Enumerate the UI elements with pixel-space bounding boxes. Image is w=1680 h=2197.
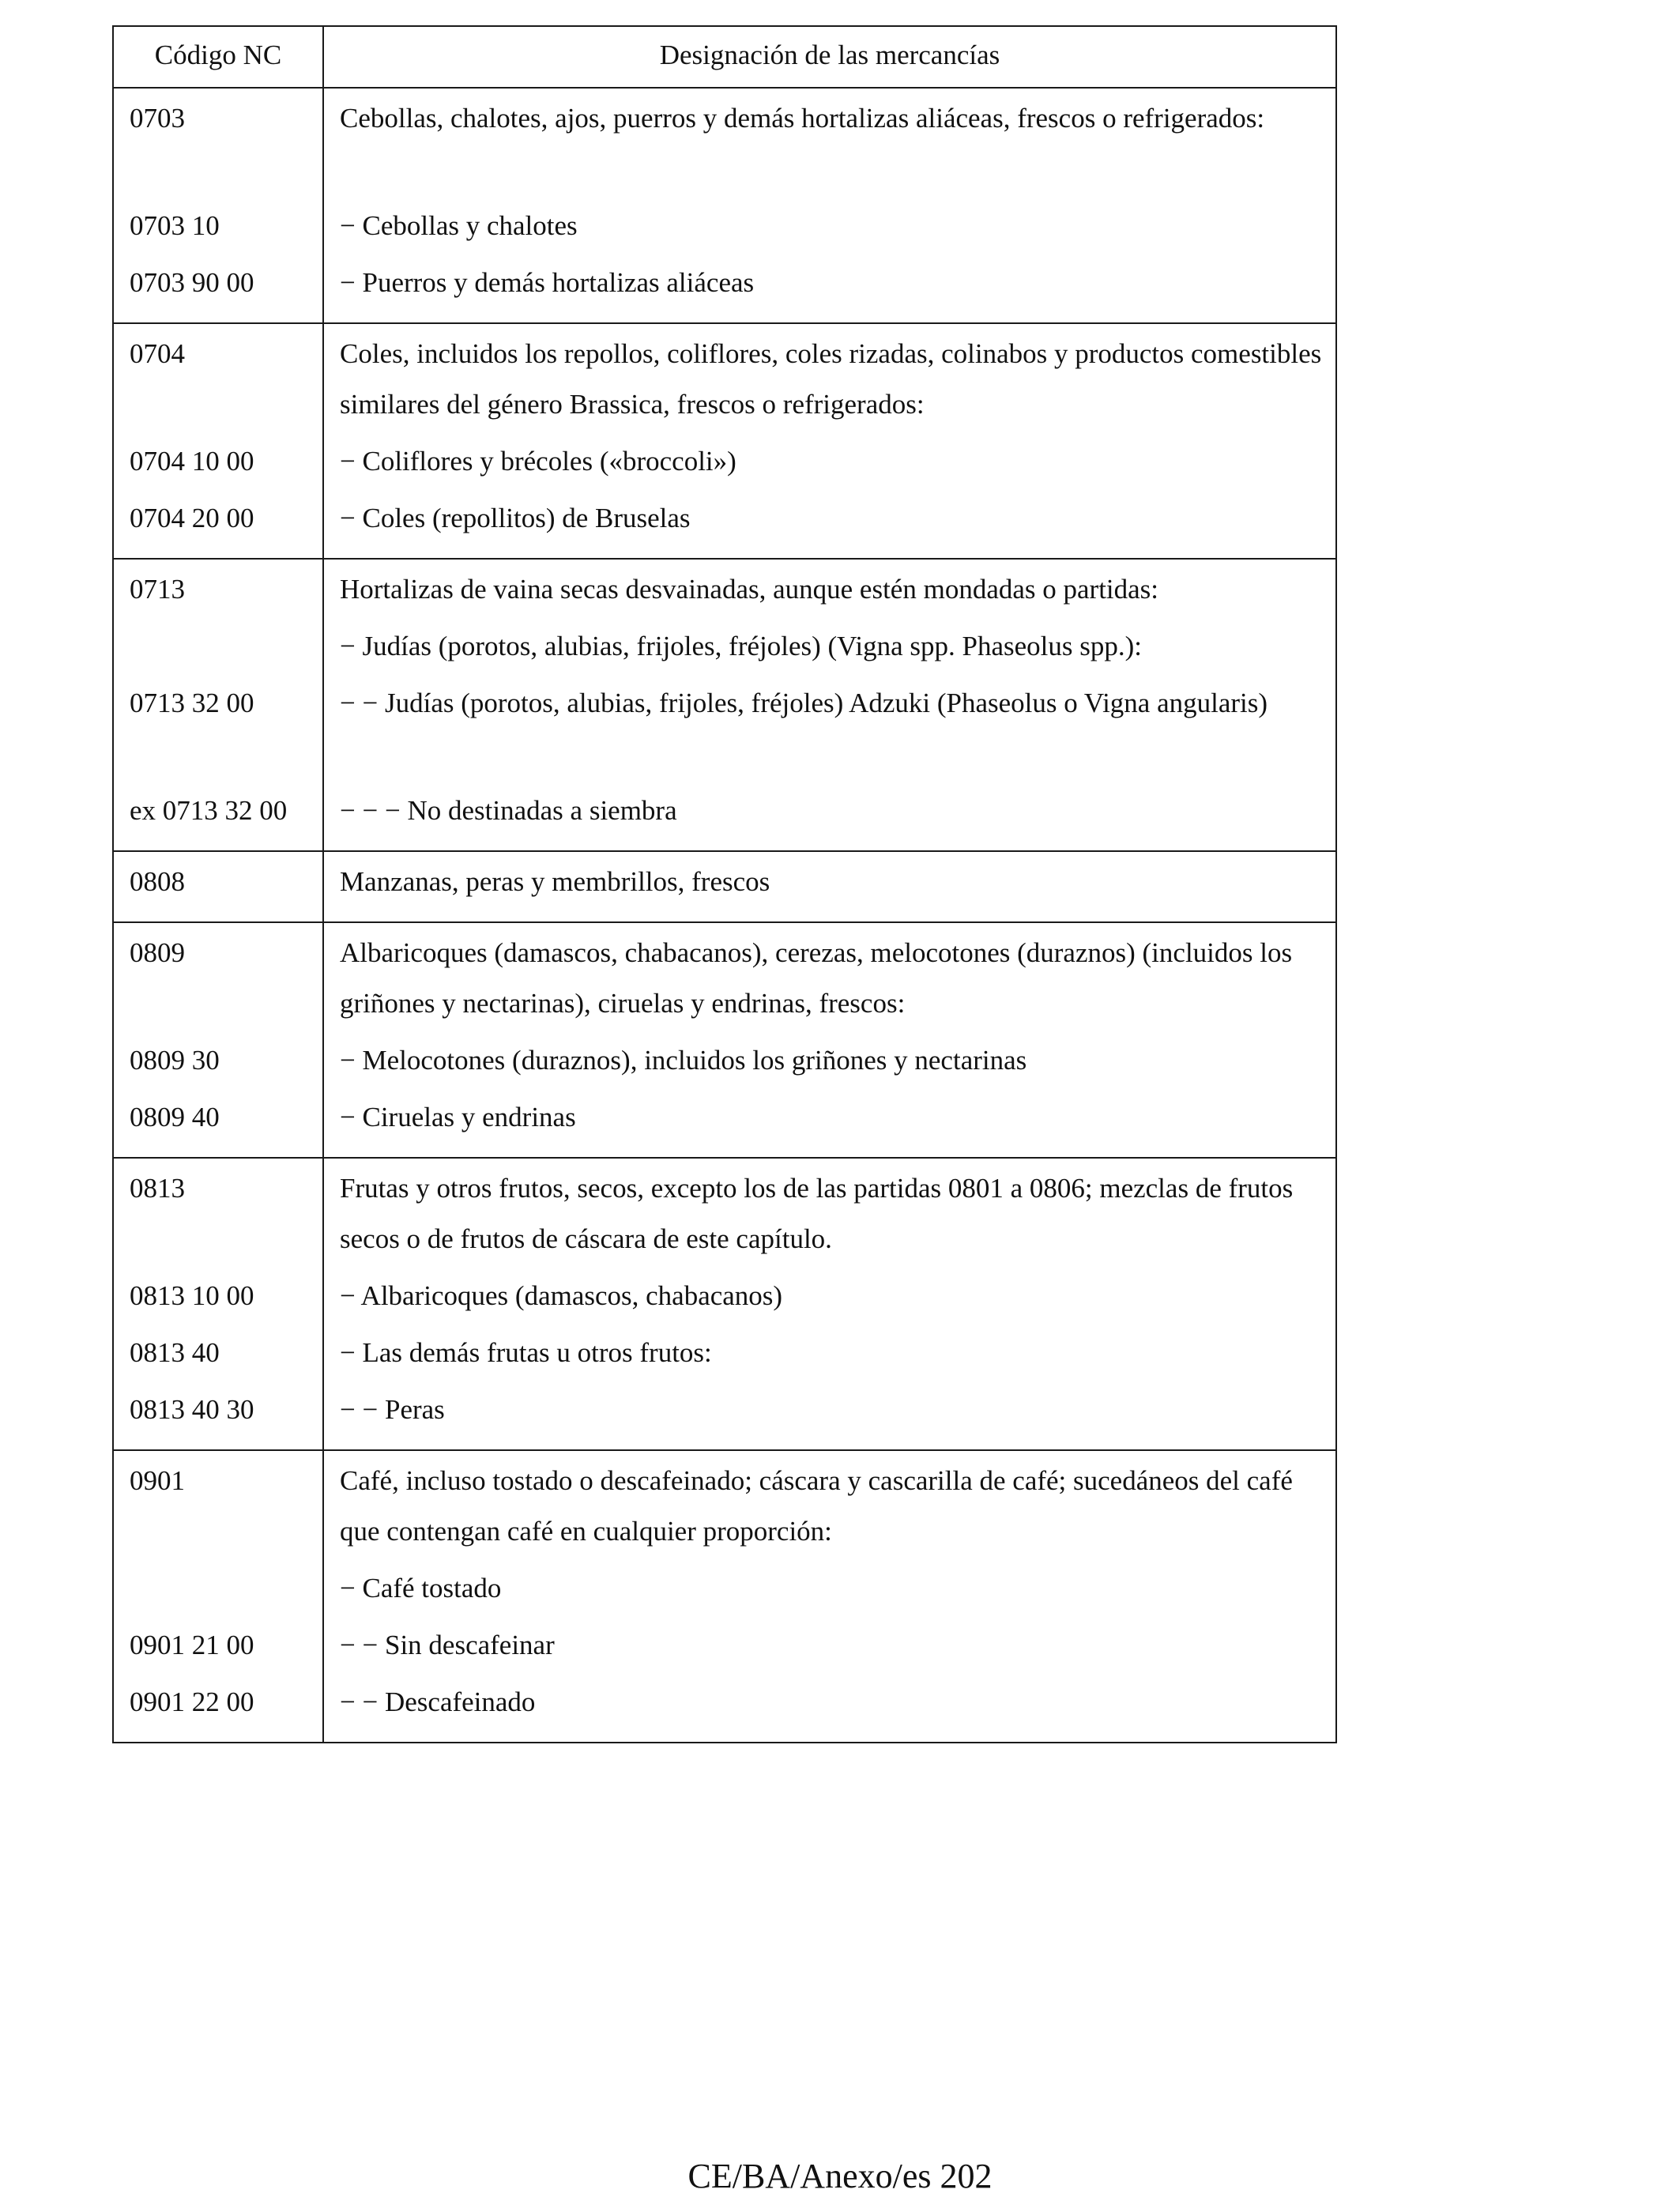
goods-description: − Melocotones (duraznos), incluidos los griñones y nectarinas: [340, 1045, 1027, 1076]
cn-code: 0813 40 30: [130, 1394, 254, 1425]
goods-description: − Albaricoques (damascos, chabacanos): [340, 1280, 783, 1311]
cn-code: 0901: [130, 1465, 185, 1496]
description-cell: [323, 922, 1336, 1158]
code-cell: [113, 323, 323, 559]
code-cell: [113, 1450, 323, 1743]
cn-code: 0704 10 00: [130, 446, 254, 477]
cn-code: 0703 90 00: [130, 267, 254, 298]
goods-description: − Puerros y demás hortalizas aliáceas: [340, 267, 755, 298]
cn-code: 0704: [130, 338, 185, 369]
goods-description: − Ciruelas y endrinas: [340, 1102, 576, 1132]
cn-code: 0808: [130, 866, 185, 897]
cn-code: 0813 40: [130, 1337, 220, 1368]
header-cn-code: Código NC: [113, 26, 323, 88]
code-cell: [113, 1158, 323, 1450]
cn-code: [130, 1563, 310, 1620]
description-cell: [323, 88, 1336, 323]
cn-code: 0703 10: [130, 210, 220, 241]
cn-code: 0813 10 00: [130, 1280, 254, 1311]
description-cell: [323, 1158, 1336, 1450]
cn-code: 0813: [130, 1173, 185, 1204]
goods-description: − Judías (porotos, alubias, frijoles, fréjoles) (Vigna spp. Phaseolus spp.):: [340, 631, 1142, 661]
goods-description: Albaricoques (damascos, chabacanos), cerezas, melocotones (duraznos) (incluidos los griñones y nectarinas), ciruelas y endrinas, frescos:: [340, 937, 1293, 1019]
code-cell: [113, 851, 323, 922]
description-cell: [323, 851, 1336, 922]
table-row: [113, 559, 1336, 851]
cn-code: 0901 22 00: [130, 1686, 254, 1717]
page-footer: CE/BA/Anexo/es 202: [687, 2157, 993, 2195]
goods-description: − Coles (repollitos) de Bruselas: [340, 503, 691, 533]
goods-description: − Cebollas y chalotes: [340, 210, 578, 241]
goods-description: − − Sin descafeinar: [340, 1630, 555, 1660]
goods-description: Frutas y otros frutos, secos, excepto los de las partidas 0801 a 0806; mezclas de frutos secos o de frutos de cáscara de este capítulo.: [340, 1173, 1294, 1254]
code-cell: [113, 922, 323, 1158]
cn-code: [130, 621, 310, 678]
table-row: [113, 1158, 1336, 1450]
goods-description: Café, incluso tostado o descafeinado; cáscara y cascarilla de café; sucedáneos del café que contengan café en cualquier proporción:: [340, 1465, 1293, 1547]
cn-code: 0901 21 00: [130, 1630, 254, 1660]
goods-description: Hortalizas de vaina secas desvainadas, aunque estén mondadas o partidas:: [340, 574, 1159, 605]
cn-code: 0713: [130, 574, 185, 605]
table-row: [113, 88, 1336, 323]
cn-code: 0809 40: [130, 1102, 220, 1132]
code-cell: [113, 559, 323, 851]
table-row: [113, 323, 1336, 559]
description-cell: [323, 323, 1336, 559]
goods-description: − Las demás frutas u otros frutos:: [340, 1337, 712, 1368]
goods-description: − − Descafeinado: [340, 1686, 536, 1717]
goods-description: − Café tostado: [340, 1573, 502, 1603]
goods-description: − − − No destinadas a siembra: [340, 795, 677, 826]
cn-code: ex 0713 32 00: [130, 795, 288, 826]
cn-code: 0704 20 00: [130, 503, 254, 533]
goods-description: − − Peras: [340, 1394, 445, 1425]
cn-code: 0713 32 00: [130, 688, 254, 718]
cn-code: 0703: [130, 103, 185, 134]
goods-description: Coles, incluidos los repollos, coliflores, coles rizadas, colinabos y productos comestibles similares del género Brassica, frescos o refrigerados:: [340, 338, 1322, 420]
cn-code: 0809: [130, 937, 185, 968]
goods-description: − − Judías (porotos, alubias, frijoles, fréjoles) Adzuki (Phaseolus o Vigna angularis): [340, 688, 1268, 718]
goods-description: Manzanas, peras y membrillos, frescos: [340, 866, 770, 897]
header-goods-designation: Designación de las mercancías: [323, 26, 1336, 88]
table-row: [113, 851, 1336, 922]
code-cell: [113, 88, 323, 323]
goods-description: Cebollas, chalotes, ajos, puerros y demás hortalizas aliáceas, frescos o refrigerados:: [340, 103, 1265, 134]
cn-code: 0809 30: [130, 1045, 220, 1076]
description-cell: [323, 559, 1336, 851]
table-header-row: [113, 26, 1336, 88]
description-cell: [323, 1450, 1336, 1743]
table-row: [113, 922, 1336, 1158]
goods-table: [112, 25, 1337, 1743]
goods-description: − Coliflores y brécoles («broccoli»): [340, 446, 736, 477]
table-row: [113, 1450, 1336, 1743]
